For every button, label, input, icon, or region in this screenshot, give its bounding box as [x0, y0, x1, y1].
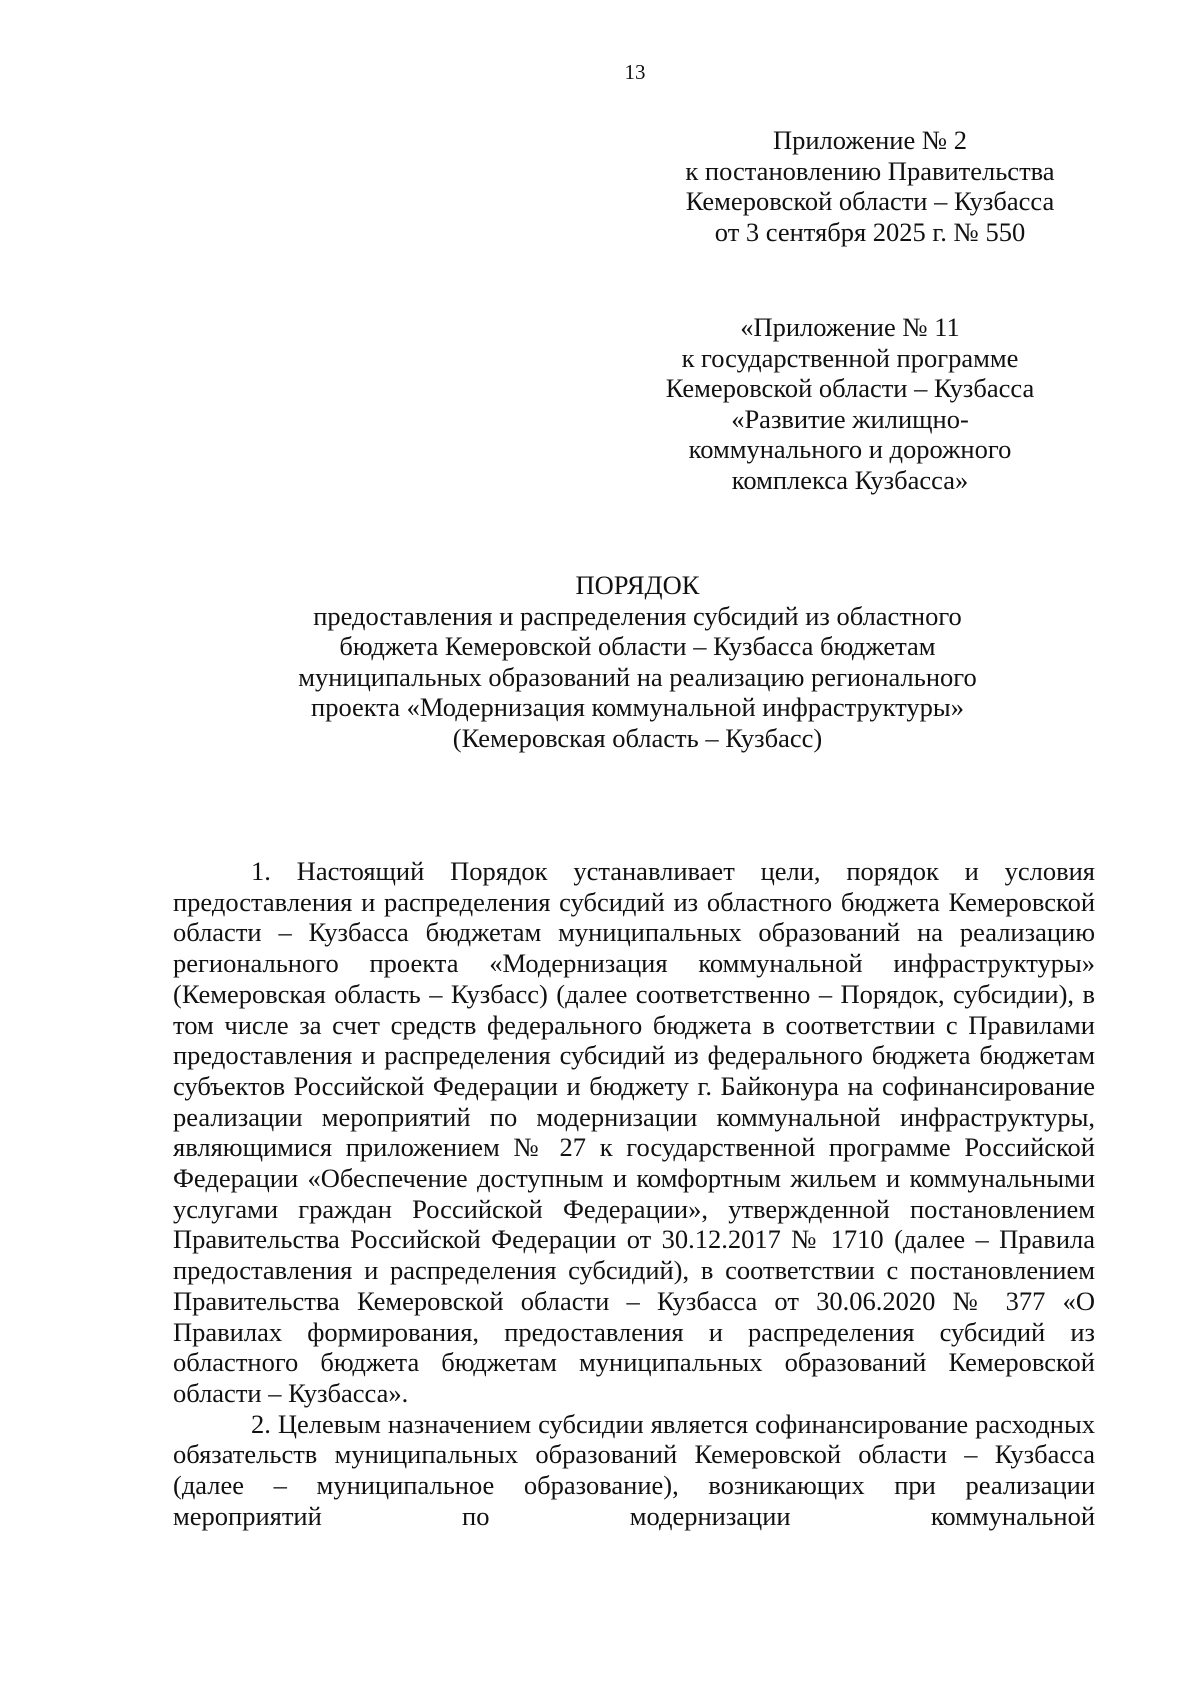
paragraph-2: 2. Целевым назначением субсидии является софинансирование расходных обязательств муниципальных образований Кемеровской области – Кузбасса (далее – муниципальное образование), возникающих при реализации мероприятий по модернизации коммунальной — [173, 1408, 1095, 1531]
document-subtitle-line: (Кемеровская область – Кузбасс) — [452, 722, 823, 753]
appendix-header-line: от 3 сентября 2025 г. № 550 — [714, 216, 1026, 247]
appendix-sub-header — [605, 312, 1095, 495]
paragraph-1: 1. Настоящий Порядок устанавливает цели, порядок и условия предоставления и распределения субсидий из областного бюджета Кемеровской области – Кузбасса бюджетам муниципальных образований на реализацию регионального проекта «Модернизация коммунальной инфраструктуры» (Кемеровская область – Кузбасс) (далее соответственно – Порядок, субсидии), в том числе за счет средств федерального бюджета в соответствии с Правилами предоставления и распределения субсидий из федерального бюджета бюджетам субъектов Российской Федерации и бюджету г. Байконура на софинансирование реализации мероприятий по модернизации коммунальной инфраструктуры, являющимися приложением № 27 к государственной программе Российской Федерации «Обеспечение доступным и комфортным жильем и коммунальными услугами граждан Российской Федерации», утвержденной постановлением Правительства Российской Федерации от 30.12.2017 № 1710 (далее – Правила предоставления и распределения субсидий), в соответствии с постановлением Правительства Кемеровской области – Кузбасса от 30.06.2020 № 377 «О Правилах формирования, предоставления и распределения субсидий из областного бюджета бюджетам муниципальных образований Кемеровской области – Кузбасса». — [173, 856, 1095, 1408]
document-subtitle-line: предоставления и распределения субсидий из областного — [313, 600, 962, 631]
document-heading: ПОРЯДОК — [575, 570, 700, 600]
document-subtitle-line: муниципальных образований на реализацию регионального — [298, 661, 977, 692]
appendix-sub-line: «Развитие жилищно- — [731, 403, 969, 434]
document-subtitle-line: проекта «Модернизация коммунальной инфраструктуры» — [311, 692, 964, 722]
document-title — [165, 570, 1110, 753]
appendix-header-line: Кемеровской области – Кузбасса — [685, 186, 1055, 216]
appendix-header-line: Приложение № 2 — [772, 125, 967, 155]
page-number: 13 — [624, 60, 646, 84]
document-body — [173, 856, 1095, 1531]
appendix-sub-line: «Приложение № 11 — [740, 312, 960, 342]
appendix-sub-line: комплекса Кузбасса» — [731, 464, 969, 495]
appendix-header — [625, 125, 1115, 247]
appendix-sub-line: к государственной программе — [681, 342, 1019, 373]
appendix-sub-line: коммунального и дорожного — [688, 434, 1012, 464]
appendix-header-line: к постановлению Правительства — [685, 155, 1055, 186]
appendix-sub-line: Кемеровской области – Кузбасса — [665, 373, 1035, 403]
document-subtitle-line: бюджета Кемеровской области – Кузбасса бюджетам — [339, 631, 936, 661]
